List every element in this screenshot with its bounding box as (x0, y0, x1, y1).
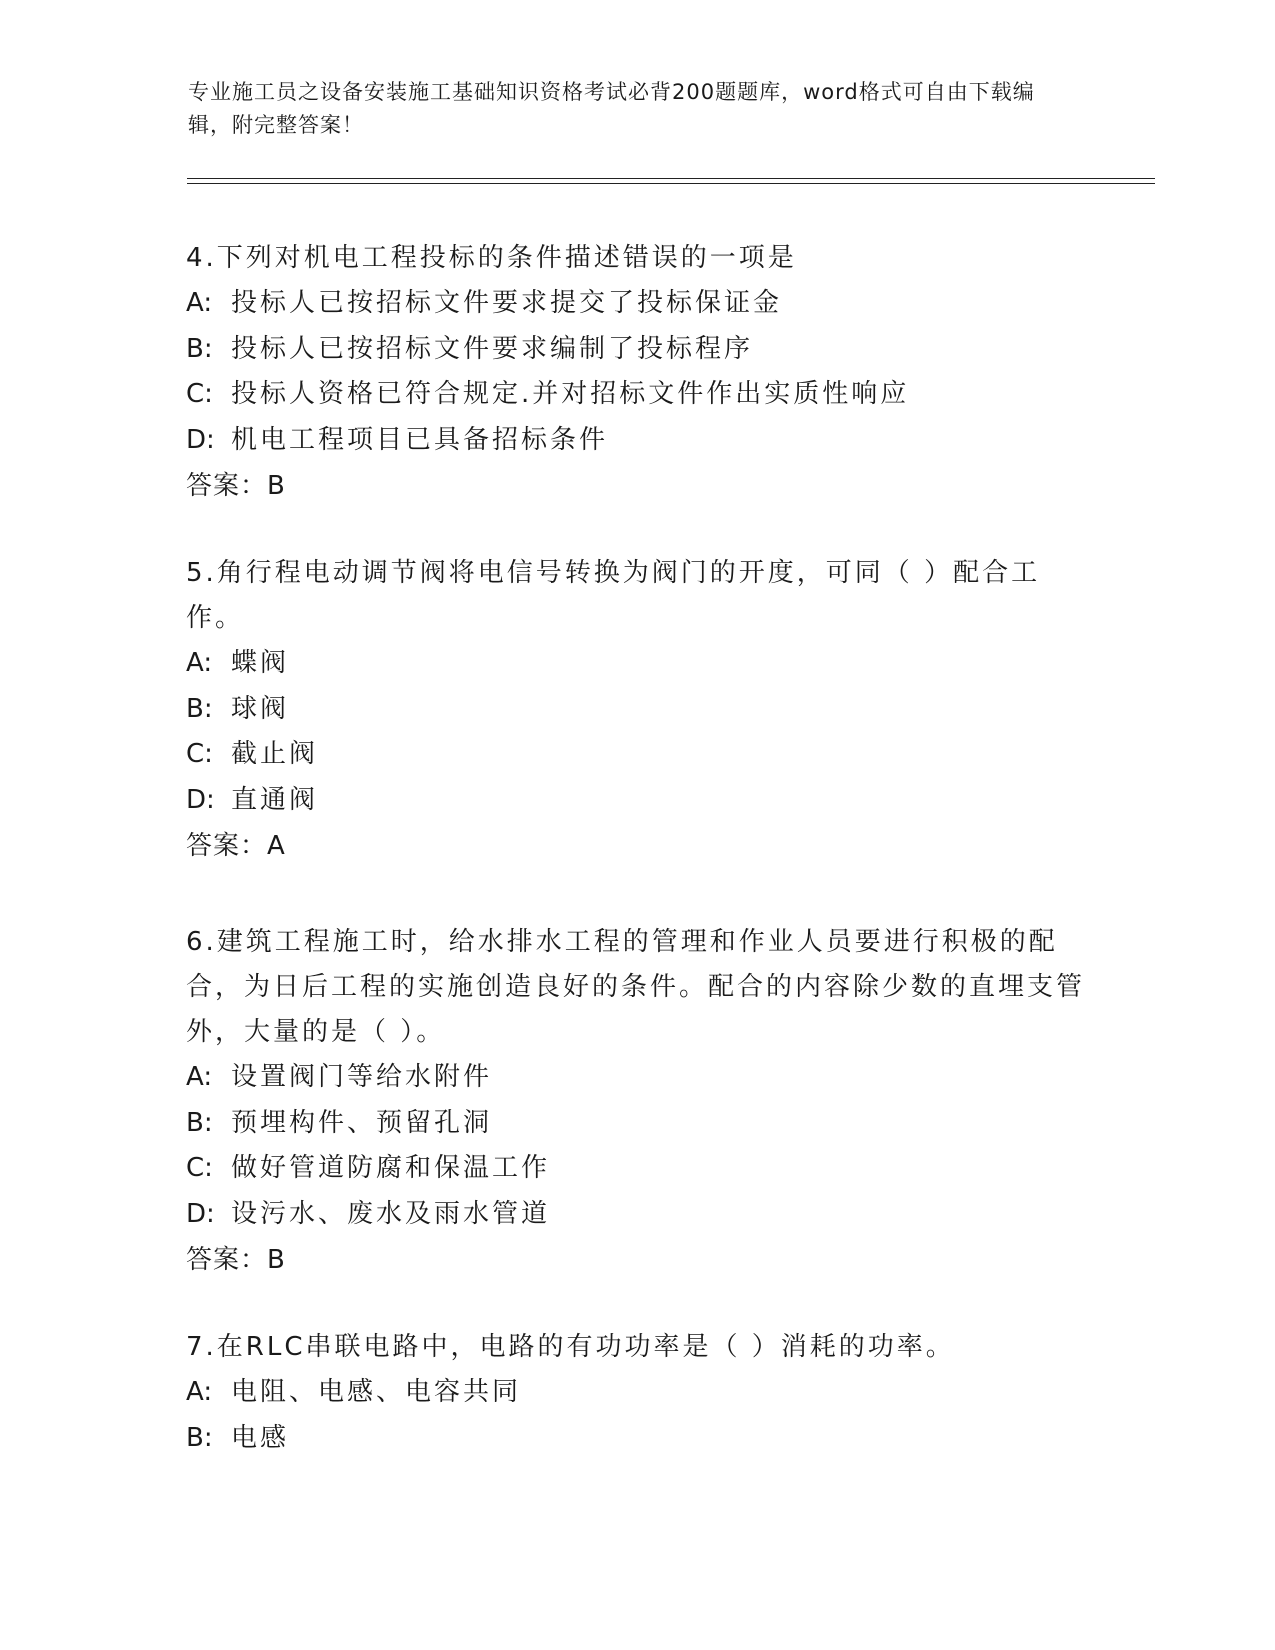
option-text: 设污水、废水及雨水管道 (231, 1198, 551, 1229)
option-letter: C: (186, 379, 213, 409)
option-letter: B: (186, 1107, 213, 1138)
question-7 (186, 1325, 1086, 1461)
option-text: 机电工程项目已具备招标条件 (231, 424, 609, 455)
option-letter: C: (186, 1153, 213, 1183)
option-text: 截止阀 (231, 739, 319, 769)
option-a (186, 281, 1086, 327)
option-letter: A: (186, 288, 213, 318)
option-letter: A: (186, 1377, 213, 1407)
option-text: 投标人已按招标文件要求编制了投标程序 (231, 333, 754, 364)
option-c (186, 372, 1086, 418)
option-letter: B: (186, 1422, 213, 1453)
option-letter: C: (186, 739, 213, 769)
option-d (186, 778, 1086, 824)
option-letter: A: (186, 1062, 213, 1092)
question-5 (186, 551, 1086, 869)
option-a (186, 1370, 1086, 1416)
option-c (186, 1146, 1086, 1192)
option-text: 投标人资格已符合规定.并对招标文件作出实质性响应 (231, 379, 910, 409)
option-letter: D: (186, 1198, 215, 1229)
option-text: 预埋构件、预留孔洞 (231, 1107, 493, 1138)
option-letter: D: (186, 424, 215, 455)
option-d (186, 418, 1086, 464)
option-text: 蝶阀 (231, 648, 290, 678)
option-b (186, 687, 1086, 733)
question-title: 6.建筑工程施工时，给水排水工程的管理和作业人员要进行积极的配合，为日后工程的实施创造良好的条件。配合的内容除少数的直埋支管外，大量的是（ ）。 (186, 927, 1086, 1047)
option-a (186, 1055, 1086, 1101)
option-text: 电阻、电感、电容共同 (231, 1377, 522, 1407)
option-letter: D: (186, 784, 215, 815)
option-text: 直通阀 (231, 784, 319, 815)
option-c (186, 732, 1086, 778)
header-divider-top (187, 178, 1155, 179)
option-text: 投标人已按招标文件要求提交了投标保证金 (231, 288, 783, 318)
question-6 (186, 920, 1086, 1283)
question-title: 5.角行程电动调节阀将电信号转换为阀门的开度，可同（ ）配合工作。 (186, 558, 1041, 633)
document-header: 专业施工员之设备安装施工基础知识资格考试必背200题题库，word格式可自由下载编辑，附完整答案！ (188, 80, 1035, 137)
option-d (186, 1192, 1086, 1238)
option-letter: A: (186, 648, 213, 678)
option-letter: B: (186, 333, 213, 364)
option-a (186, 641, 1086, 687)
header-divider-bottom (187, 183, 1155, 184)
option-letter: B: (186, 693, 213, 724)
question-title: 4.下列对机电工程投标的条件描述错误的一项是 (186, 243, 797, 273)
answer-line: 答案：B (186, 1245, 286, 1275)
option-b (186, 1416, 1086, 1462)
question-4 (186, 236, 1086, 509)
option-text: 电感 (231, 1422, 290, 1453)
answer-line: 答案：A (186, 831, 286, 861)
question-title: 7.在RLC串联电路中，电路的有功功率是（ ）消耗的功率。 (186, 1332, 955, 1362)
option-text: 做好管道防腐和保温工作 (231, 1153, 551, 1183)
option-text: 球阀 (231, 693, 290, 724)
option-b (186, 327, 1086, 373)
option-b (186, 1101, 1086, 1147)
option-text: 设置阀门等给水附件 (231, 1062, 493, 1092)
answer-line: 答案：B (186, 471, 286, 501)
